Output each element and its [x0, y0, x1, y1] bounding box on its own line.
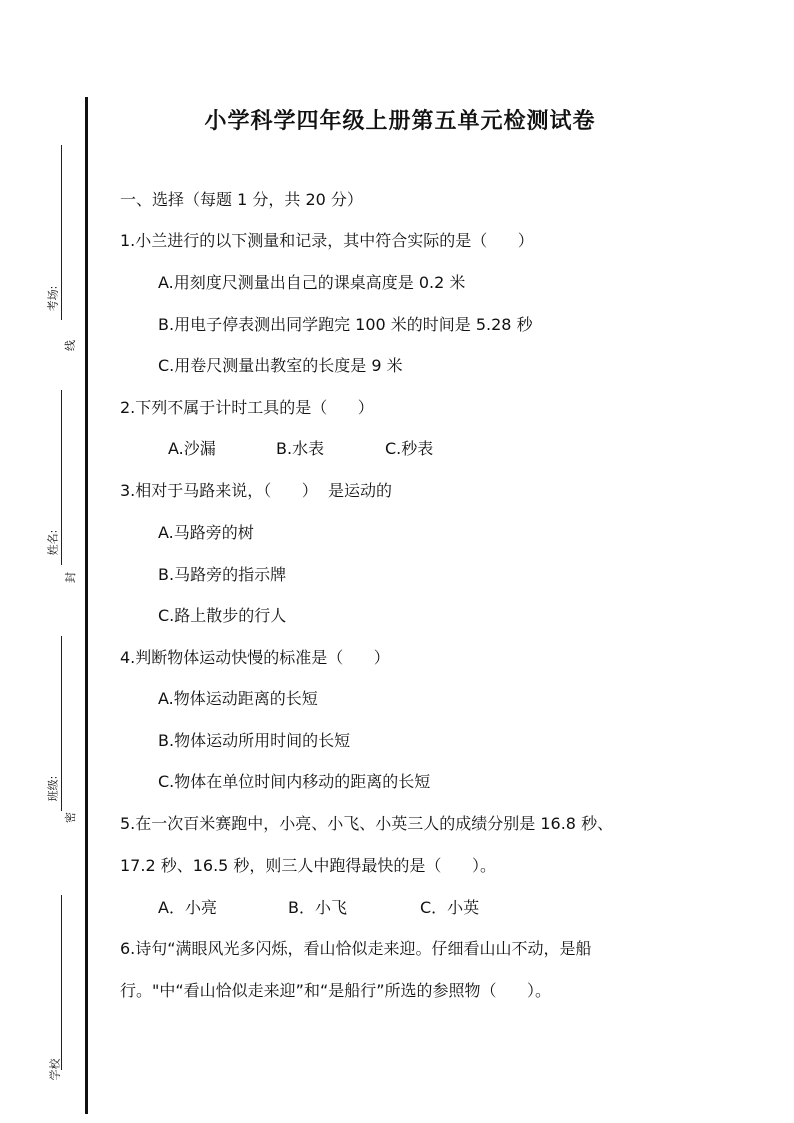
- question-3-option-c: C.路上散步的行人: [158, 606, 287, 625]
- question-5-option-b: B．小飞: [288, 898, 347, 917]
- class-blank: [61, 636, 62, 811]
- name-label: 姓名:: [46, 529, 60, 556]
- school-label: 学校: [48, 1058, 62, 1081]
- seal-mark: 封: [64, 572, 77, 583]
- question-2-option-a: A.沙漏: [168, 439, 216, 458]
- school-blank: [61, 895, 62, 1070]
- question-1-option-a: A.用刻度尺测量出自己的课桌高度是 0.2 米: [158, 273, 466, 292]
- exam-room-label: 考场:: [46, 285, 60, 312]
- question-4-option-b: B.物体运动所用时间的长短: [158, 731, 351, 750]
- question-2-stem: 2.下列不属于计时工具的是（ ）: [120, 398, 374, 417]
- question-1-option-c: C.用卷尺测量出教室的长度是 9 米: [158, 356, 403, 375]
- question-5-stem-line-2: 17.2 秒、16.5 秒，则三人中跑得最快的是（ ）。: [120, 856, 496, 875]
- question-5-stem-line-1: 5.在一次百米赛跑中，小亮、小飞、小英三人的成绩分别是 16.8 秒、: [120, 814, 614, 833]
- class-label: 班级:: [46, 775, 60, 802]
- question-2-option-c: C.秒表: [385, 439, 434, 458]
- question-6-stem-line-2: 行。"中“看山恰似走来迎”和“是船行”所选的参照物（ ）。: [120, 981, 552, 1000]
- page-title: 小学科学四年级上册第五单元检测试卷: [204, 108, 596, 134]
- exam-room-blank: [61, 145, 62, 320]
- question-4-option-a: A.物体运动距离的长短: [158, 689, 318, 708]
- question-5-option-c: C．小英: [420, 898, 480, 917]
- question-3-option-b: B.马路旁的指示牌: [158, 565, 287, 584]
- section-heading: 一、选择（每题 1 分，共 20 分）: [120, 190, 363, 209]
- question-2-option-b: B.水表: [276, 439, 325, 458]
- question-4-stem: 4.判断物体运动快慢的标准是（ ）: [120, 648, 390, 667]
- name-blank: [61, 390, 62, 565]
- binding-line: [85, 97, 88, 1114]
- question-1-stem: 1.小兰进行的以下测量和记录，其中符合实际的是（ ）: [120, 231, 534, 250]
- question-4-option-c: C.物体在单位时间内移动的距离的长短: [158, 772, 431, 791]
- question-6-stem-line-1: 6.诗句“满眼风光多闪烁，看山恰似走来迎。仔细看山山不动，是船: [120, 939, 592, 958]
- question-1-option-b: B.用电子停表测出同学跑完 100 米的时间是 5.28 秒: [158, 315, 533, 334]
- tight-mark: 密: [64, 812, 77, 823]
- question-3-option-a: A.马路旁的树: [158, 523, 254, 542]
- line-mark: 线: [64, 340, 77, 351]
- question-3-stem: 3.相对于马路来说，（ ） 是运动的: [120, 481, 392, 500]
- question-5-option-a: A．小亮: [158, 898, 217, 917]
